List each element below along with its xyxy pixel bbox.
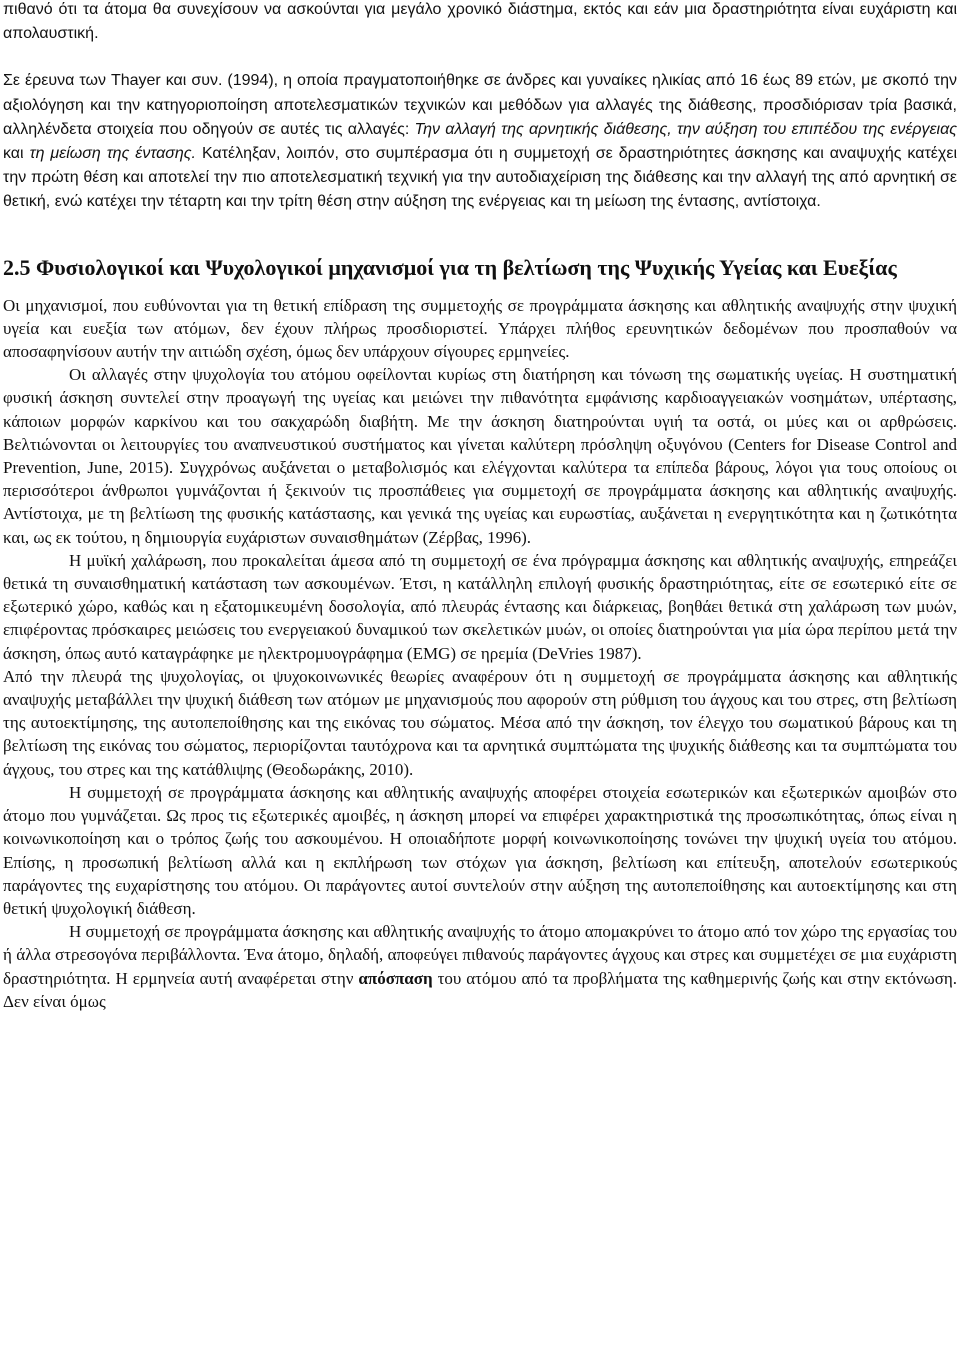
paragraph-6: [3, 920, 957, 1013]
section-heading: 2.5 Φυσιολογικοί και Ψυχολογικοί μηχανισμοί για τη βελτίωση της Ψυχικής Υγείας και Ευεξίας: [3, 254, 897, 280]
paragraph-thayer-text: Σε έρευνα των Thayer και συν. (1994), η οποία πραγματοποιήθηκε σε άνδρες και γυναίκες ηλικίας από 16 έως 89 ετών, με σκοπό την αξιολόγηση και την κατηγοριοποίηση αποτελεσματικών τεχνικών και μεθόδων για αλλαγές της διάθεσης, προσδιόρισαν τρία βασικά, αλληλένδετα στοιχεία που οδηγούν σε αυτές τις αλλαγές:: [3, 72, 957, 138]
paragraph-thayer-conj: και: [3, 145, 30, 163]
paragraph-top-text: πιθανό ότι τα άτομα θα συνεχίσουν να ασκούνται για μεγάλο χρονικό διάστημα, εκτός και εάν μια δραστηριότητα είναι ευχάριστη και απολαυστική.: [3, 1, 957, 43]
paragraph-5: Η συμμετοχή σε προγράμματα άσκησης και αθλητικής αναψυχής αποφέρει στοιχεία εσωτερικών και εξωτερικών αμοιβών στο άτομο που γυμνάζεται. Ως προς τις εξωτερικές αμοιβές, η άσκηση μπορεί να επιφέρει χαρακτηριστικά της προσωπικότητας, όπως είναι η κοινωνικοποίηση και ο τρόπος ζωής του ασκουμένου. Η οποιαδήποτε μορφή κοινωνικοποίησης τονώνει την ψυχική υγεία του ατόμου. Επίσης, η προσωπική βελτίωση αλλά και η εκπλήρωση των στόχων για άσκηση, βελτίωση και επίτευξη, αποτελούν εσωτερικούς παράγοντες της ευχαρίστησης του ατόμου. Οι παράγοντες αυτοί συντελούν στην αύξηση της αυτοπεποίθησης και αυτοεκτίμησης και στη θετική ψυχολογική διάθεση.: [3, 782, 957, 918]
paragraph-thayer-conclusion: Κατέληξαν, λοιπόν, στο συμπέρασμα ότι η συμμετοχή σε δραστηριότητες άσκησης και αναψυχής κατέχει την πρώτη θέση και αποτελεί την πιο αποτελεσματική τεχνική για την αυτοδιαχείριση της διάθεσης και την αλλαγή της από αρνητική σε θετική, ενώ κατέχει την τέταρτη και την τρίτη θέση στην αύξηση της ενέργειας και τη μείωση της έντασης, αντίστοιχα.: [3, 145, 958, 211]
paragraph-2: Οι αλλαγές στην ψυχολογία του ατόμου οφείλονται κυρίως στη διατήρηση και τόνωση της σωματικής υγείας. Η συστηματική φυσική άσκηση συντελεί στην προαγωγή της υγείας και μειώνει την πιθανότητα εμφάνισης καρδιοαγγειακών νοσημάτων, υπέρτασης, κάποιων μορφών καρκίνου και του σακχαρώδη διαβήτη. Με την άσκηση διατηρούνται υγιή τα οστά, οι μύες και οι αρθρώσεις. Βελτιώνονται οι λειτουργίες του αναπνευστικού συστήματος και γίνεται καλύτερη πρόσληψη οξυγόνου (Centers for Disease Control and Prevention, June, 2015). Συγχρόνως αυξάνεται ο μεταβολισμός και ελέγχονται καλύτερα τα επίπεδα βάρους, λόγοι για τους οποίους οι περισσότεροι άνθρωποι γυμνάζονται ή ξεκινούν τις προσπάθειες για συμμετοχή σε προγράμματα άσκησης και αθλητικής αναψυχής. Αντίστοιχα, με τη βελτίωση της φυσικής κατάστασης, και γενικά της υγείας και ευρωστίας, αυξάνεται η ενεργητικότητα και η ζωτικότητα και, ως εκ τούτου, η δημιουργία ευχάριστων συναισθημάτων (Ζέρβας, 1996).: [3, 365, 957, 547]
paragraph-6-text-end: του ατόμου από τα προβλήματα της καθημερινής ζωής και στην εκτόνωση. Δεν είναι όμως: [3, 968, 958, 1011]
paragraph-1: Οι μηχανισμοί, που ευθύνονται για τη θετική επίδραση της συμμετοχής σε προγράμματα άσκησης και αθλητικής αναψυχής στην ψυχική υγεία και ευεξία των ατόμων, δεν έχουν πλήρως προσδιοριστεί. Υπάρχει πλήθος ερευνητικών δεδομένων που προσπαθούν να αποσαφηνίσουν αυτήν την αιτιώδη σχέση, όμως δεν υπάρχουν σίγουρες ερμηνείες.: [3, 295, 957, 362]
paragraph-6-bold: απόσπαση: [358, 968, 433, 988]
paragraph-6-text: Η συμμετοχή σε προγράμματα άσκησης και αθλητικής αναψυχής το άτομο απομακρύνει το άτομο από τον χώρο της εργασίας του ή άλλα στρεσογόνα περιβάλλοντα. Ένα άτομο, δηλαδή, αποφεύγει πιθανούς παράγοντες άγχους και στρες και συμμετέχει σε μια ευχάριστη δραστηριότητα. Η ερμηνεία αυτή αναφέρεται στην: [3, 922, 957, 988]
paragraph-top: [3, 0, 957, 45]
paragraph-3: Η μυϊκή χαλάρωση, που προκαλείται άμεσα από τη συμμετοχή σε ένα πρόγραμμα άσκησης και αθλητικής αναψυχής, επηρεάζει θετικά τη συναισθηματική κατάσταση των ασκουμένων. Έτσι, η κατάλληλη επιλογή φυσικής δραστηριότητας, είτε σε εσωτερικό είτε σε εξωτερικό χώρο, καθώς και η εξατομικευμένη δοσολογία, από πλευράς έντασης και διάρκειας, βοηθάει θετικά στη χαλάρωση των μυών, επιφέροντας πρόσκαιρες μειώσεις του ενεργειακού δυναμικού των σκελετικών μυών, οι οποίες διατηρούνται για μία ώρα περίπου μετά την άσκηση, όπως αυτό καταγράφηκε με ηλεκτρομυογράφημα (EMG) σε ηρεμία (DeVries 1987).: [3, 550, 957, 663]
paragraph-4: Από την πλευρά της ψυχολογίας, οι ψυχοκοινωνικές θεωρίες αναφέρουν ότι η συμμετοχή σε προγράμματα άσκησης και αθλητικής αναψυχής μεταβάλλει την ψυχική διάθεση των ατόμων με μηχανισμούς που αφορούν στη ρύθμιση του άγχους και του στρες, στη βελτίωση της αυτοεκτίμησης, της αυτοπεποίθησης και της εικόνας του σώματος. Μέσα από την άσκηση, τον έλεγχο του σωματικού βάρους και τη βελτίωση της εικόνας του σώματος, περιορίζονται ταυτόχρονα και τα αρνητικά συμπτώματα της ψυχικής διάθεσης και τα συμπτώματα του άγχους, του στρες και της κατάθλιψης (Θεοδωράκης, 2010).: [3, 666, 957, 779]
paragraph-thayer: [3, 68, 957, 213]
paragraph-thayer-italic-2: τη μείωση της έντασης.: [29, 145, 196, 163]
paragraph-thayer-italic: Την αλλαγή της αρνητικής διάθεσης, την αύξηση του επιπέδου της ενέργειας: [414, 120, 958, 138]
